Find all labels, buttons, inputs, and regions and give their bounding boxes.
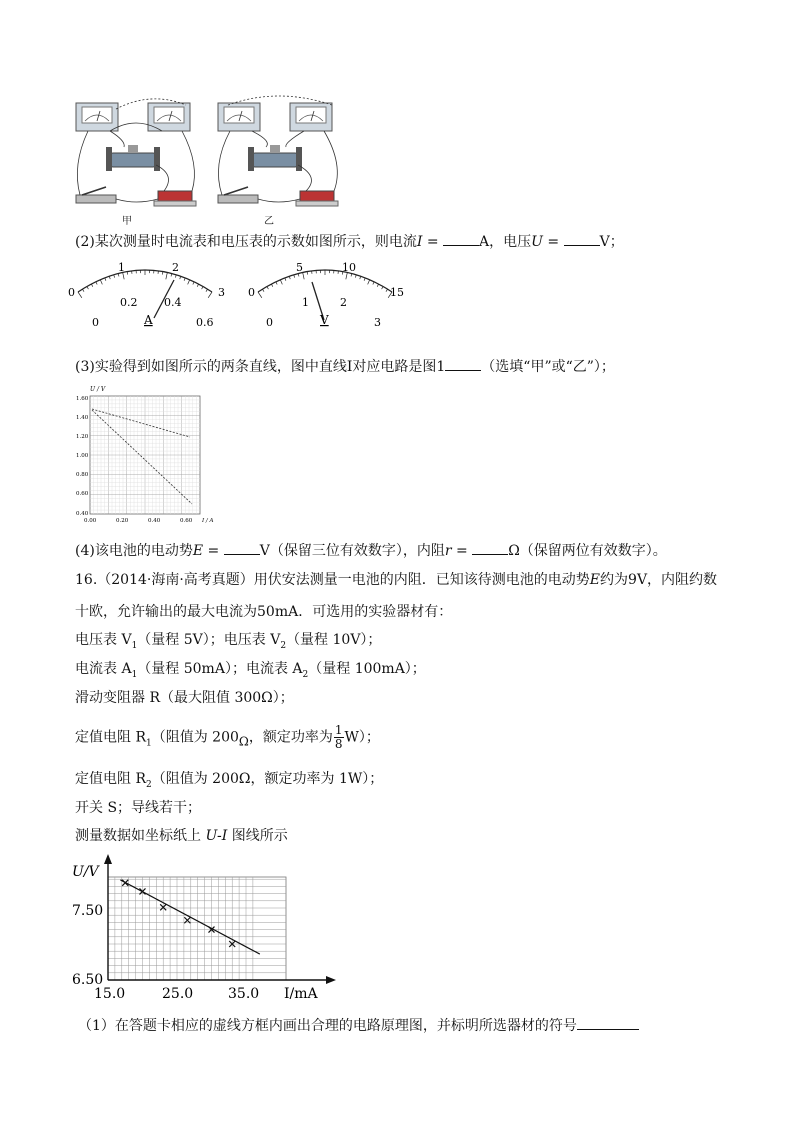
meter-tick — [188, 280, 190, 285]
voltmeter-bottom-tick: 2 — [340, 296, 347, 309]
question-4-line — [75, 540, 667, 561]
q2-var-i: I — [416, 234, 423, 250]
small-chart-ytick: 0.40 — [76, 511, 89, 517]
q16-rheostat-line: 滑动变阻器 R（最大阻值 300Ω）； — [75, 690, 294, 706]
q3-answer-blank[interactable] — [445, 356, 481, 371]
meter-tick — [87, 287, 88, 290]
sub1-answer-blank[interactable] — [577, 1015, 639, 1030]
meter-tick — [208, 292, 212, 298]
ui-graph-chart — [60, 850, 350, 1002]
voltmeter-bottom-tick: 1 — [302, 296, 309, 309]
voltmeter-bottom-tick: 3 — [374, 316, 381, 329]
ammeter-symbol: A — [144, 313, 153, 327]
meter-tick — [271, 284, 272, 287]
chart-ylabel: U/V — [72, 864, 99, 880]
q4-suffix: Ω（保留两位有效数字）。 — [508, 543, 667, 559]
ammeter-top-tick: 2 — [172, 261, 179, 274]
graph-intro-a: 测量数据如坐标纸上 — [75, 828, 206, 844]
meter-tick — [180, 276, 181, 279]
r1-line-a: 定值电阻 R — [75, 729, 146, 746]
meter-tick — [175, 275, 176, 278]
q16-switch-line: 开关 S；导线若干； — [75, 800, 202, 816]
chart-xtick: 25.0 — [162, 986, 194, 1002]
r2-line-sub: 2 — [146, 779, 152, 790]
sub1-text: （1）在答题卡相应的虚线方框内画出合理的电路原理图，并标明所选器材的符号 — [78, 1018, 577, 1034]
q16-voltmeter-line — [75, 630, 381, 656]
ammeter-top-tick: 3 — [218, 286, 225, 299]
voltmeter-bottom-tick: 0 — [266, 316, 273, 329]
voltmeter-top-tick: 15 — [390, 286, 404, 299]
q3-suffix: （选填“甲”或“乙”）； — [481, 359, 615, 375]
small-chart-ytick: 0.80 — [76, 472, 89, 478]
chart-ytick: 6.50 — [72, 972, 104, 988]
q4-mid: V（保留三位有效数字），内阻 — [259, 543, 445, 559]
meter-tick — [294, 275, 295, 278]
q16-source: （2014·海南·高考真题） — [97, 572, 254, 588]
q16-text-b: 约为9V，内阻约数 — [600, 572, 718, 588]
meter-tick — [355, 275, 356, 278]
circuit-figure-right — [208, 95, 348, 225]
q2-eq-1: = — [422, 234, 444, 250]
meter-tick — [267, 287, 268, 290]
meter-tick — [276, 282, 277, 285]
small-chart-xtick: 0.60 — [180, 518, 193, 524]
v-line-a: 电压表 V — [75, 632, 132, 648]
graph-intro-b: 图线所示 — [227, 828, 288, 844]
meter-tick — [197, 284, 198, 287]
question-3-line — [75, 356, 615, 377]
meter-tick — [100, 280, 102, 285]
v-line-sub2: 2 — [280, 640, 287, 651]
voltmeter-top-tick: 0 — [248, 286, 255, 299]
q3-text: (3)实验得到如图所示的两条直线，图中直线Ⅰ对应电路是图1 — [75, 359, 446, 375]
r2-line-b: （阻值为 200Ω，额定功率为 1W）； — [151, 771, 384, 787]
meter-tick — [280, 280, 282, 285]
small-chart-ylabel: U / V — [90, 386, 106, 393]
q2-answer-blank-voltage[interactable] — [564, 231, 600, 246]
fraction-numerator: 1 — [334, 723, 343, 737]
y-axis-arrow — [104, 854, 112, 864]
small-chart-xtick: 0.00 — [84, 518, 97, 524]
meter-tick — [368, 280, 370, 285]
meter-tick — [206, 289, 208, 292]
q16-r1-line — [75, 724, 380, 753]
q16-sub1-line — [78, 1015, 639, 1036]
meter-tick — [109, 276, 110, 279]
small-chart-ytick: 1.40 — [76, 415, 89, 421]
q2-mid: A，电压 — [479, 234, 532, 250]
q16-line-1 — [75, 570, 717, 590]
q4-var-e: E — [192, 543, 204, 559]
voltmeter-top-tick: 5 — [296, 261, 303, 274]
small-chart-ytick: 1.00 — [76, 453, 89, 459]
r1-line-sub: 1 — [146, 738, 152, 749]
meter-tick — [82, 289, 84, 292]
r1-line-b: （阻值为 200 — [151, 729, 239, 746]
v-line-sub1: 1 — [131, 640, 138, 651]
a-line-sub2: 2 — [302, 669, 309, 680]
q4-answer-blank-resistance[interactable] — [472, 540, 508, 555]
meter-tick — [373, 282, 374, 285]
ammeter-bottom-tick: 0.4 — [164, 296, 182, 309]
data-point — [122, 880, 128, 886]
meter-tick — [202, 287, 203, 290]
small-chart-xtick: 0.20 — [116, 518, 129, 524]
meter-tick — [377, 284, 378, 287]
q16-number: 16. — [75, 572, 98, 588]
q16-graph-intro — [75, 826, 288, 846]
a-line-c: （量程 100mA）； — [308, 661, 426, 677]
meter-tick — [166, 272, 167, 279]
meter-tick — [360, 276, 361, 279]
r1-power-fraction — [334, 724, 344, 751]
meter-tick — [96, 282, 97, 285]
small-chart-ytick: 0.60 — [76, 491, 89, 497]
q2-suffix: V； — [599, 234, 624, 250]
small-chart-ytick: 1.60 — [76, 396, 89, 402]
q4-answer-blank-emf[interactable] — [224, 540, 260, 555]
q2-prefix: (2)某次测量时电流表和电压表的示数如图所示，则电流 — [75, 234, 417, 250]
small-chart-ytick: 1.20 — [76, 434, 89, 440]
ammeter-bottom-tick: 0.2 — [120, 296, 138, 309]
ammeter-top-tick: 0 — [68, 286, 75, 299]
ammeter-dial — [60, 256, 230, 332]
small-ui-chart — [76, 384, 220, 530]
meter-tick — [386, 289, 388, 292]
voltmeter-top-tick: 10 — [342, 261, 356, 274]
voltmeter-symbol: V — [320, 313, 329, 327]
meter-tick — [114, 275, 115, 278]
chart-ytick: 7.50 — [72, 903, 104, 919]
q2-var-u: U — [531, 234, 543, 250]
ammeter-top-tick: 1 — [118, 261, 125, 274]
ammeter-bottom-tick: 0 — [92, 316, 99, 329]
r1-line-omega: Ω — [238, 734, 249, 749]
v-line-b: （量程 5V）；电压表 V — [137, 632, 281, 648]
small-chart-xtick: 0.40 — [148, 518, 161, 524]
meter-tick — [262, 289, 264, 292]
fraction-denominator: 8 — [334, 737, 343, 751]
q16-r2-line — [75, 769, 383, 795]
small-chart-xlabel: I / A — [202, 518, 214, 524]
ammeter-bottom-tick: 0.6 — [196, 316, 214, 329]
grid-frame — [108, 877, 286, 980]
q16-line-2: 十欧，允许输出的最大电流为50mA．可选用的实验器材有： — [75, 604, 453, 620]
r2-line-a: 定值电阻 R — [75, 771, 146, 787]
question-2-line — [75, 231, 624, 252]
meter-tick — [289, 276, 290, 279]
meter-tick — [91, 284, 92, 287]
meter-tick — [78, 292, 82, 298]
chart-xlabel: I/mA — [284, 986, 318, 1002]
q16-text-a: 用伏安法测量一电池的内阻．已知该待测电池的电动势 — [253, 572, 590, 588]
q4-prefix: (4)该电池的电动势 — [75, 543, 193, 559]
a-line-sub1: 1 — [131, 669, 138, 680]
a-line-b: （量程 50mA）；电流表 A — [137, 661, 303, 677]
chart-xtick: 15.0 — [94, 986, 126, 1002]
q16-ammeter-line — [75, 659, 426, 685]
chart-xtick: 35.0 — [228, 986, 260, 1002]
circuit-label-left: 甲 — [122, 216, 132, 227]
q4-var-r: r — [444, 543, 452, 559]
q2-answer-blank-current[interactable] — [443, 231, 479, 246]
r1-line-c: ，额定功率为 — [248, 729, 333, 746]
meter-tick — [258, 292, 262, 298]
q2-eq-2: = — [542, 234, 564, 250]
meter-tick — [193, 282, 194, 285]
a-line-a: 电流表 A — [75, 661, 132, 677]
q4-eq-1: = — [203, 543, 224, 559]
graph-intro-var: U-I — [205, 828, 228, 844]
circuit-label-right: 乙 — [264, 216, 274, 227]
q4-eq-2: = — [451, 543, 473, 559]
v-line-c: （量程 10V）； — [286, 632, 382, 648]
circuit-figure-left — [66, 95, 206, 225]
x-axis-arrow — [326, 976, 336, 984]
voltmeter-dial — [240, 256, 410, 332]
q16-var-e: E — [589, 572, 601, 588]
meter-tick — [382, 287, 383, 290]
r1-line-d: W）； — [344, 729, 380, 746]
